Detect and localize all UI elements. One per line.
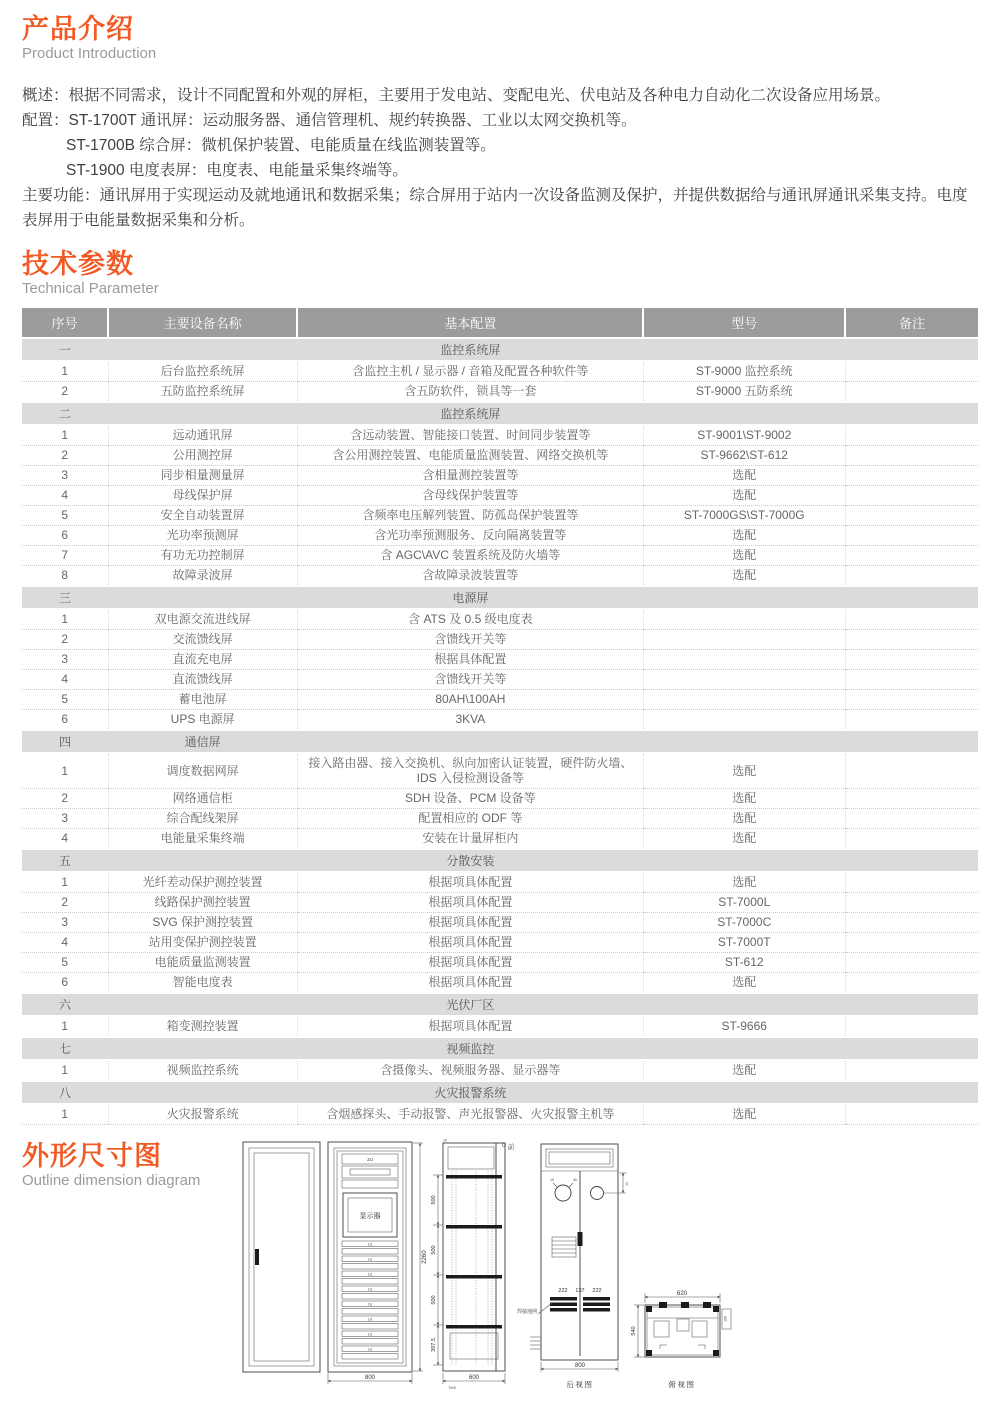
front-direction-label: 前 <box>507 1144 515 1151</box>
col-header-config: 基本配置 <box>297 308 643 338</box>
table-row: 5 安全自动装置屏 含频率电压解列装置、防孤岛保护装置等 ST-7000GS\ST-7000G <box>22 506 978 526</box>
table-row: 2 线路保护测控装置 根据项具体配置 ST-7000L <box>22 893 978 913</box>
outline-head <box>22 1141 200 1190</box>
table-section-row: 六 光伏厂区 <box>22 993 978 1016</box>
col-header-model: 型号 <box>643 308 845 338</box>
col-header-remark: 备注 <box>845 308 978 338</box>
top-view-drawing <box>631 1291 731 1389</box>
outline-section <box>22 1138 978 1397</box>
table-row: 6 智能电度表 根据项具体配置 选配 <box>22 973 978 994</box>
outline-drawing-svg <box>230 1137 760 1397</box>
knockout-dim: 10 <box>550 1178 554 1182</box>
table-row: 4 直流馈线屏 含馈线开关等 <box>22 670 978 690</box>
rack-unit-label: 1U <box>367 1347 373 1352</box>
monitor-label: 显示器 <box>359 1213 381 1220</box>
width-dim-label: 800 <box>364 1375 376 1381</box>
product-intro-title: 产品介绍 <box>22 14 134 44</box>
front-view-open-drawing <box>328 1142 428 1384</box>
depth-dim-label: 600 <box>468 1375 480 1381</box>
section-dim-label: 500 <box>431 1295 437 1305</box>
table-row: 5 电能质量监测装置 根据项具体配置 ST-612 <box>22 953 978 973</box>
section-dim-label: 397.5 <box>431 1338 437 1352</box>
top-dim-label: 10 <box>443 1138 447 1143</box>
table-row: 1 双电源交流进线屏 含 ATS 及 0.5 级电度表 <box>22 609 978 630</box>
table-section-row: 七 视频监控 <box>22 1037 978 1060</box>
rack-unit-label: 1U <box>367 1287 373 1292</box>
col-header-device: 主要设备名称 <box>108 308 297 338</box>
table-row: 1 远动通讯屏 含远动装置、智能接口装置、时间同步装置等 ST-9001\ST-9002 <box>22 425 978 446</box>
vent-dim-label: 222 <box>592 1288 602 1294</box>
tech-table-body <box>22 338 978 1125</box>
col-header-index: 序号 <box>22 308 108 338</box>
rear-width-dim-label: 800 <box>574 1363 586 1369</box>
table-section-row: 一 监控系统屏 <box>22 338 978 361</box>
table-row: 3 综合配线架屏 配置相应的 ODF 等 选配 <box>22 809 978 829</box>
outline-title: 外形尺寸图 <box>22 1141 162 1171</box>
vent-dim-label: 222 <box>558 1288 568 1294</box>
tech-params-title: 技术参数 <box>22 249 134 279</box>
table-row: 3 SVG 保护测控装置 根据项具体配置 ST-7000C <box>22 913 978 933</box>
table-row: 1 调度数据网屏 接入路由器、接入交换机、纵向加密认证装置，硬件防火墙、IDS 入侵检测设备等 选配 <box>22 753 978 789</box>
table-section-row: 四 通信屏 <box>22 730 978 753</box>
height-dim-label: 2260 <box>422 1250 428 1264</box>
table-row: 8 故障录波屏 含故障录波装置等 选配 <box>22 566 978 587</box>
top-depth-dim-label: 540 <box>631 1326 637 1336</box>
rack-unit-label: 1U <box>367 1332 373 1337</box>
table-row: 3 同步相量测量屏 含相量测控装置等 选配 <box>22 466 978 486</box>
table-row: 1 箱变测控装置 根据项具体配置 ST-9666 <box>22 1016 978 1037</box>
rack-unit-label: 2U <box>367 1157 373 1162</box>
tech-table <box>22 308 978 1125</box>
intro-paragraph-overview: 概述：根据不同需求，设计不同配置和外观的屏柜，主要用于发电站、变配电光、伏电站及各种电力自动化二次设备应用场景。 <box>22 87 891 104</box>
cable-knockout-left <box>555 1185 571 1201</box>
section-dim-label: 500 <box>431 1195 437 1205</box>
ground-grid-label: 焊接地网 <box>516 1309 537 1315</box>
rear-view-drawing <box>517 1144 629 1389</box>
table-row: 1 火灾报警系统 含烟感探头、手动报警、声光报警器、火灾报警主机等 选配 <box>22 1104 978 1125</box>
tech-params-section <box>22 249 978 1125</box>
intro-paragraph-config: 配置：ST-1700T 通讯屏：运动服务器、通信管理机、规约转换器、工业以太网交换机等。 <box>22 112 637 129</box>
table-row: 6 UPS 电源屏 3KVA <box>22 710 978 731</box>
intro-paragraph-functions: 主要功能：通讯屏用于实现运动及就地通讯和数据采集；综合屏用于站内一次设备监测及保护，并提供数据给与通讯屏通讯采集支持。电度表屏用于电能量数据采集和分析。 <box>22 187 968 229</box>
rack-unit-label: 1U <box>367 1257 373 1262</box>
table-row: 2 公用测控屏 含公用测控装置、电能质量监测装置、网络交换机等 ST-9662\ST-612 <box>22 446 978 466</box>
rack-unit-label: 1U <box>367 1317 373 1322</box>
table-row: 2 五防监控系统屏 含五防软件，锁具等一套 ST-9000 五防系统 <box>22 382 978 403</box>
table-row: 1 视频监控系统 含摄像头、视频服务器、显示器等 选配 <box>22 1060 978 1081</box>
side-view-drawing <box>431 1139 515 1391</box>
table-section-row: 五 分散安装 <box>22 849 978 872</box>
vent-dim-label: 137 <box>575 1288 585 1294</box>
table-row: 4 母线保护屏 含母线保护装置等 选配 <box>22 486 978 506</box>
rack-unit-label: 1U <box>367 1242 373 1247</box>
table-row: 1 后台监控系统屏 含监控主机 / 显示器 / 音箱及配置各种软件等 ST-9000 监控系统 <box>22 361 978 382</box>
rear-door-handle <box>578 1232 583 1246</box>
table-row: 2 网络通信柜 SDH 设备、PCM 设备等 选配 <box>22 789 978 809</box>
top-width-dim-label: 620 <box>676 1291 688 1297</box>
top-side-dim-label: 156 <box>723 1316 728 1322</box>
front-view-closed-drawing <box>243 1142 320 1372</box>
door-handle <box>255 1249 259 1265</box>
product-intro-subtitle: Product Introduction <box>22 45 157 62</box>
product-intro-text <box>22 83 978 233</box>
rear-view-label: 后视图 <box>566 1380 594 1389</box>
tech-params-subtitle: Technical Parameter <box>22 280 159 297</box>
table-section-row: 二 监控系统屏 <box>22 402 978 425</box>
rack-unit-label: 1U <box>367 1302 373 1307</box>
table-section-row: 三 电源屏 <box>22 586 978 609</box>
table-row: 7 有功无功控制屏 含 AGC\AVC 装置系统及防火墙等 选配 <box>22 546 978 566</box>
base-dim-label: 70±5 <box>448 1386 456 1390</box>
outline-subtitle: Outline dimension diagram <box>22 1172 201 1189</box>
knockout-offset-dim: 10 <box>625 1182 629 1186</box>
intro-paragraph-config-2: ST-1700B 综合屏：微机保护装置、电能质量在线监测装置等。 <box>66 137 496 154</box>
table-row: 6 光功率预测屏 含光功率预测服务、反向隔离装置等 选配 <box>22 526 978 546</box>
table-row: 2 交流馈线屏 含馈线开关等 <box>22 630 978 650</box>
rack-unit-label: 1U <box>367 1272 373 1277</box>
intro-paragraph-config-3: ST-1900 电度表屏：电度表、电能量采集终端等。 <box>66 162 408 179</box>
cable-knockout-right <box>591 1187 604 1200</box>
table-row: 4 电能量采集终端 安装在计量屏柜内 选配 <box>22 829 978 850</box>
table-header-row <box>22 308 978 338</box>
table-row: 3 直流充电屏 根据具体配置 <box>22 650 978 670</box>
table-row: 4 站用变保护测控装置 根据项具体配置 ST-7000T <box>22 933 978 953</box>
table-row: 1 光纤差动保护测控装置 根据项具体配置 选配 <box>22 872 978 893</box>
section-dim-label: 500 <box>431 1245 437 1255</box>
knockout-dim: 40 <box>573 1178 577 1182</box>
product-intro-section <box>22 14 978 233</box>
cabinet-drawings <box>230 1137 760 1402</box>
table-row: 5 蓄电池屏 80AH\100AH <box>22 690 978 710</box>
top-view-label: 俯视图 <box>668 1380 696 1389</box>
table-section-row: 八 火灾报警系统 <box>22 1081 978 1104</box>
